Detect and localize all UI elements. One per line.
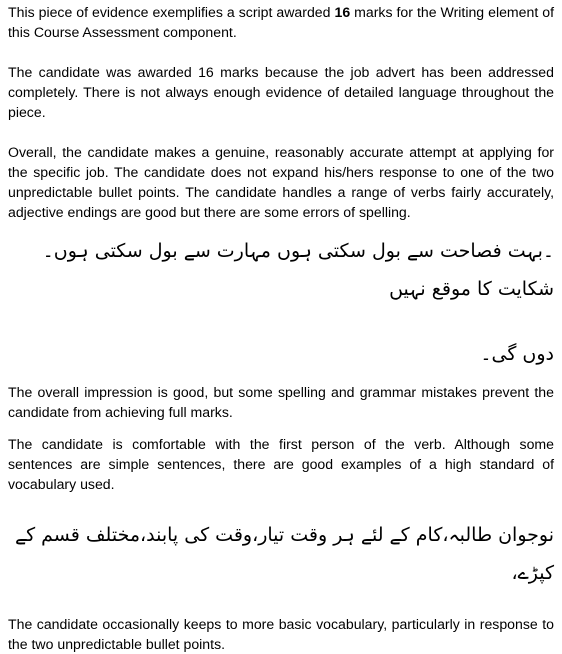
intro-paragraph	[8, 2, 554, 42]
document-body	[8, 2, 554, 654]
urdu-example-1-line-2: دوں گی۔	[480, 343, 554, 365]
verb-usage-paragraph: The candidate is comfortable with the first person of the verb. Although some sentences are simple sentences, there are good examples of a high standard of vocabulary used.	[8, 436, 554, 492]
intro-text-start: This piece of evidence exemplifies a script awarded	[8, 4, 335, 20]
overall-impression-paragraph: The overall impression is good, but some spelling and grammar mistakes prevent the candidate from achieving full marks.	[8, 384, 554, 420]
intro-text-end: marks for the Writing element of this Course Assessment component.	[8, 4, 555, 40]
vocabulary-paragraph: The candidate occasionally keeps to more basic vocabulary, particularly in response to the two unpredictable bullet points.	[8, 616, 554, 652]
urdu-example-1-line-1: ۔بہت فصاحت سے بول سکتی ہوں مہارت سے بول سکتی ہوں۔شکایت کا موقع نہیں	[42, 240, 554, 300]
award-reason-paragraph: The candidate was awarded 16 marks because the job advert has been addressed completely. There is not always enough evidence of detailed language throughout the piece.	[8, 64, 554, 120]
marks-value: 16	[334, 4, 351, 20]
overall-attempt-paragraph: Overall, the candidate makes a genuine, reasonably accurate attempt at applying for the specific job. The candidate does not expand his/hers response to one of the two unpredictable bullet points. The candidate handles a range of verbs fairly accurately, adjective endings are good but there are some errors of spelling.	[8, 144, 554, 220]
urdu-example-2: نوجوان طالبہ،کام کے لئے ہر وقت تیار،وقت کی پابند،مختلف قسم کے کپڑے،	[14, 524, 554, 584]
